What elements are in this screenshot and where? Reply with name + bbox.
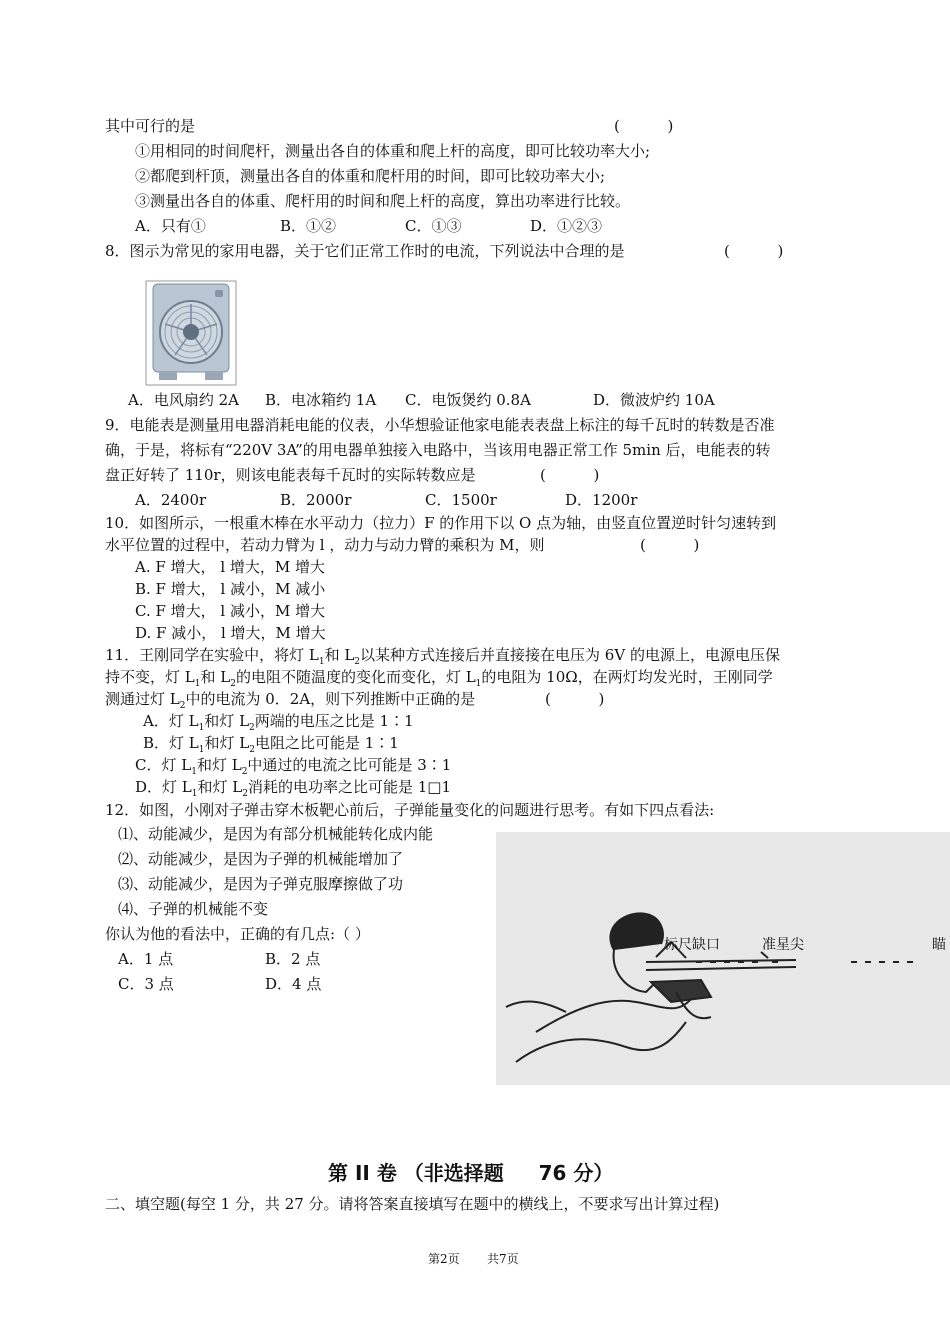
- q7-choice-a: A．只有①: [135, 217, 206, 235]
- front-sight-label: 准星尖: [762, 937, 804, 953]
- page-number: 第2页: [428, 1252, 460, 1266]
- q12-view-2: ⑵、动能减少，是因为子弹的机械能增加了: [118, 850, 404, 868]
- q11-line-1: 11．王刚同学在实验中，将灯 $L_1$和 $L_2$以某种方式连接后并直接接在电压为 6V 的电源上，电源电压保: [105, 646, 780, 667]
- q8-choice-d: D．微波炉约 10A: [593, 391, 715, 409]
- q10-choice-a: A. F 增大， l 增大，M 增大: [135, 558, 326, 576]
- q8-choice-b: B．电冰箱约 1A: [265, 391, 377, 409]
- q10-answer-paren: ( ): [640, 536, 700, 554]
- q10-choice-d: D. F 减小， l 增大，M 增大: [135, 624, 326, 642]
- q12-stem: 12．如图，小刚对子弹击穿木板靶心前后，子弹能量变化的问题进行思考。有如下四点看法:: [105, 801, 715, 819]
- q9-line-1: 9．电能表是测量用电器消耗电能的仪表，小华想验证他家电能表表盘上标注的每千瓦时的转数是否准: [105, 416, 775, 434]
- rear-sight-label: 标尺缺口: [664, 937, 720, 953]
- part-two-title: 第 II 卷 （非选择题 76 分）: [328, 1161, 614, 1185]
- q11-choice-d: D．灯 $L_1$和灯 $L_2$消耗的电功率之比可能是 1□1: [135, 778, 451, 799]
- q11-answer-paren: ( ): [545, 690, 605, 708]
- q8-stem: 8．图示为常见的家用电器，关于它们正常工作时的电流，下列说法中合理的是: [105, 242, 625, 260]
- q12-ask: 你认为他的看法中，正确的有几点:（ ）: [105, 925, 370, 943]
- q12-view-1: ⑴、动能减少，是因为有部分机械能转化成内能: [118, 825, 434, 843]
- q12-choice-a: A．1 点: [118, 950, 174, 968]
- q11-choice-b: B．灯 $L_1$和灯 $L_2$电阻之比可能是 1∶1: [143, 734, 399, 755]
- q9-choice-c: C．1500r: [425, 491, 497, 509]
- q7-stem: 其中可行的是: [105, 117, 196, 135]
- q11-choice-a: A．灯 $L_1$和灯 $L_2$两端的电压之比是 1∶1: [143, 712, 414, 733]
- q7-choice-b: B．①②: [280, 217, 337, 235]
- q8-answer-paren: ( ): [724, 242, 784, 260]
- q8-choice-c: C．电饭煲约 0.8A: [405, 391, 531, 409]
- q10-choice-b: B. F 增大， l 减小，M 减小: [135, 580, 326, 598]
- q12-view-3: ⑶、动能减少，是因为子弹克服摩擦做了功: [118, 875, 404, 893]
- q9-answer-paren: ( ): [540, 466, 600, 484]
- q9-line-3: 盘正好转了 110r，则该电能表每千瓦时的实际转数应是: [105, 466, 476, 484]
- q12-choice-d: D．4 点: [265, 975, 322, 993]
- q7-option-3: ③测量出各自的体重、爬杆用的时间和爬上杆的高度，算出功率进行比较。: [135, 192, 631, 210]
- q11-line-2: 持不变，灯 $L_1$和 $L_2$的电阻不随温度的变化而变化，灯 $L_1$的电阻为 10Ω，在两灯均发光时，王刚同学: [105, 668, 773, 689]
- q10-line-1: 10．如图所示，一根重木棒在水平动力（拉力）F 的作用下以 O 点为轴，由竖直位置逆时针匀速转到: [105, 514, 777, 532]
- shooter-drawing: [496, 832, 950, 1085]
- q9-choice-a: A．2400r: [135, 491, 207, 509]
- q7-choice-d: D．①②③: [530, 217, 603, 235]
- electric-fan-image: [145, 280, 237, 386]
- aim-label: 瞄: [932, 937, 946, 953]
- q7-option-1: ①用相同的时间爬杆，测量出各自的体重和爬上杆的高度，即可比较功率大小;: [135, 142, 651, 160]
- q9-choice-d: D．1200r: [565, 491, 638, 509]
- q12-choice-b: B．2 点: [265, 950, 321, 968]
- q10-choice-c: C. F 增大， l 减小，M 增大: [135, 602, 326, 620]
- total-pages: 共7页: [487, 1252, 519, 1266]
- q7-answer-paren: ( ): [614, 117, 674, 135]
- q9-choice-b: B．2000r: [280, 491, 352, 509]
- q7-choice-c: C．①③: [405, 217, 462, 235]
- q12-choice-c: C．3 点: [118, 975, 174, 993]
- fill-in-instructions: 二、填空题(每空 1 分，共 27 分。请将答案直接填写在题中的横线上，不要求写出计算过程): [105, 1195, 720, 1213]
- q10-line-2: 水平位置的过程中，若动力臂为 l ，动力与动力臂的乘积为 M，则: [105, 536, 545, 554]
- q11-choice-c: C．灯 $L_1$和灯 $L_2$中通过的电流之比可能是 3∶1: [135, 756, 452, 777]
- q7-option-2: ②都爬到杆顶，测量出各自的体重和爬杆用的时间，即可比较功率大小;: [135, 167, 606, 185]
- q9-line-2: 确，于是，将标有“220V 3A”的用电器单独接入电路中，当该用电器正常工作 5min 后，电能表的转: [105, 441, 771, 459]
- q11-line-3: 测通过灯 $L_2$中的电流为 0．2A，则下列推断中正确的是: [105, 690, 476, 711]
- q12-view-4: ⑷、子弹的机械能不变: [118, 900, 269, 918]
- rifle-aiming-figure: [496, 832, 950, 1085]
- q8-choice-a: A．电风扇约 2A: [128, 391, 239, 409]
